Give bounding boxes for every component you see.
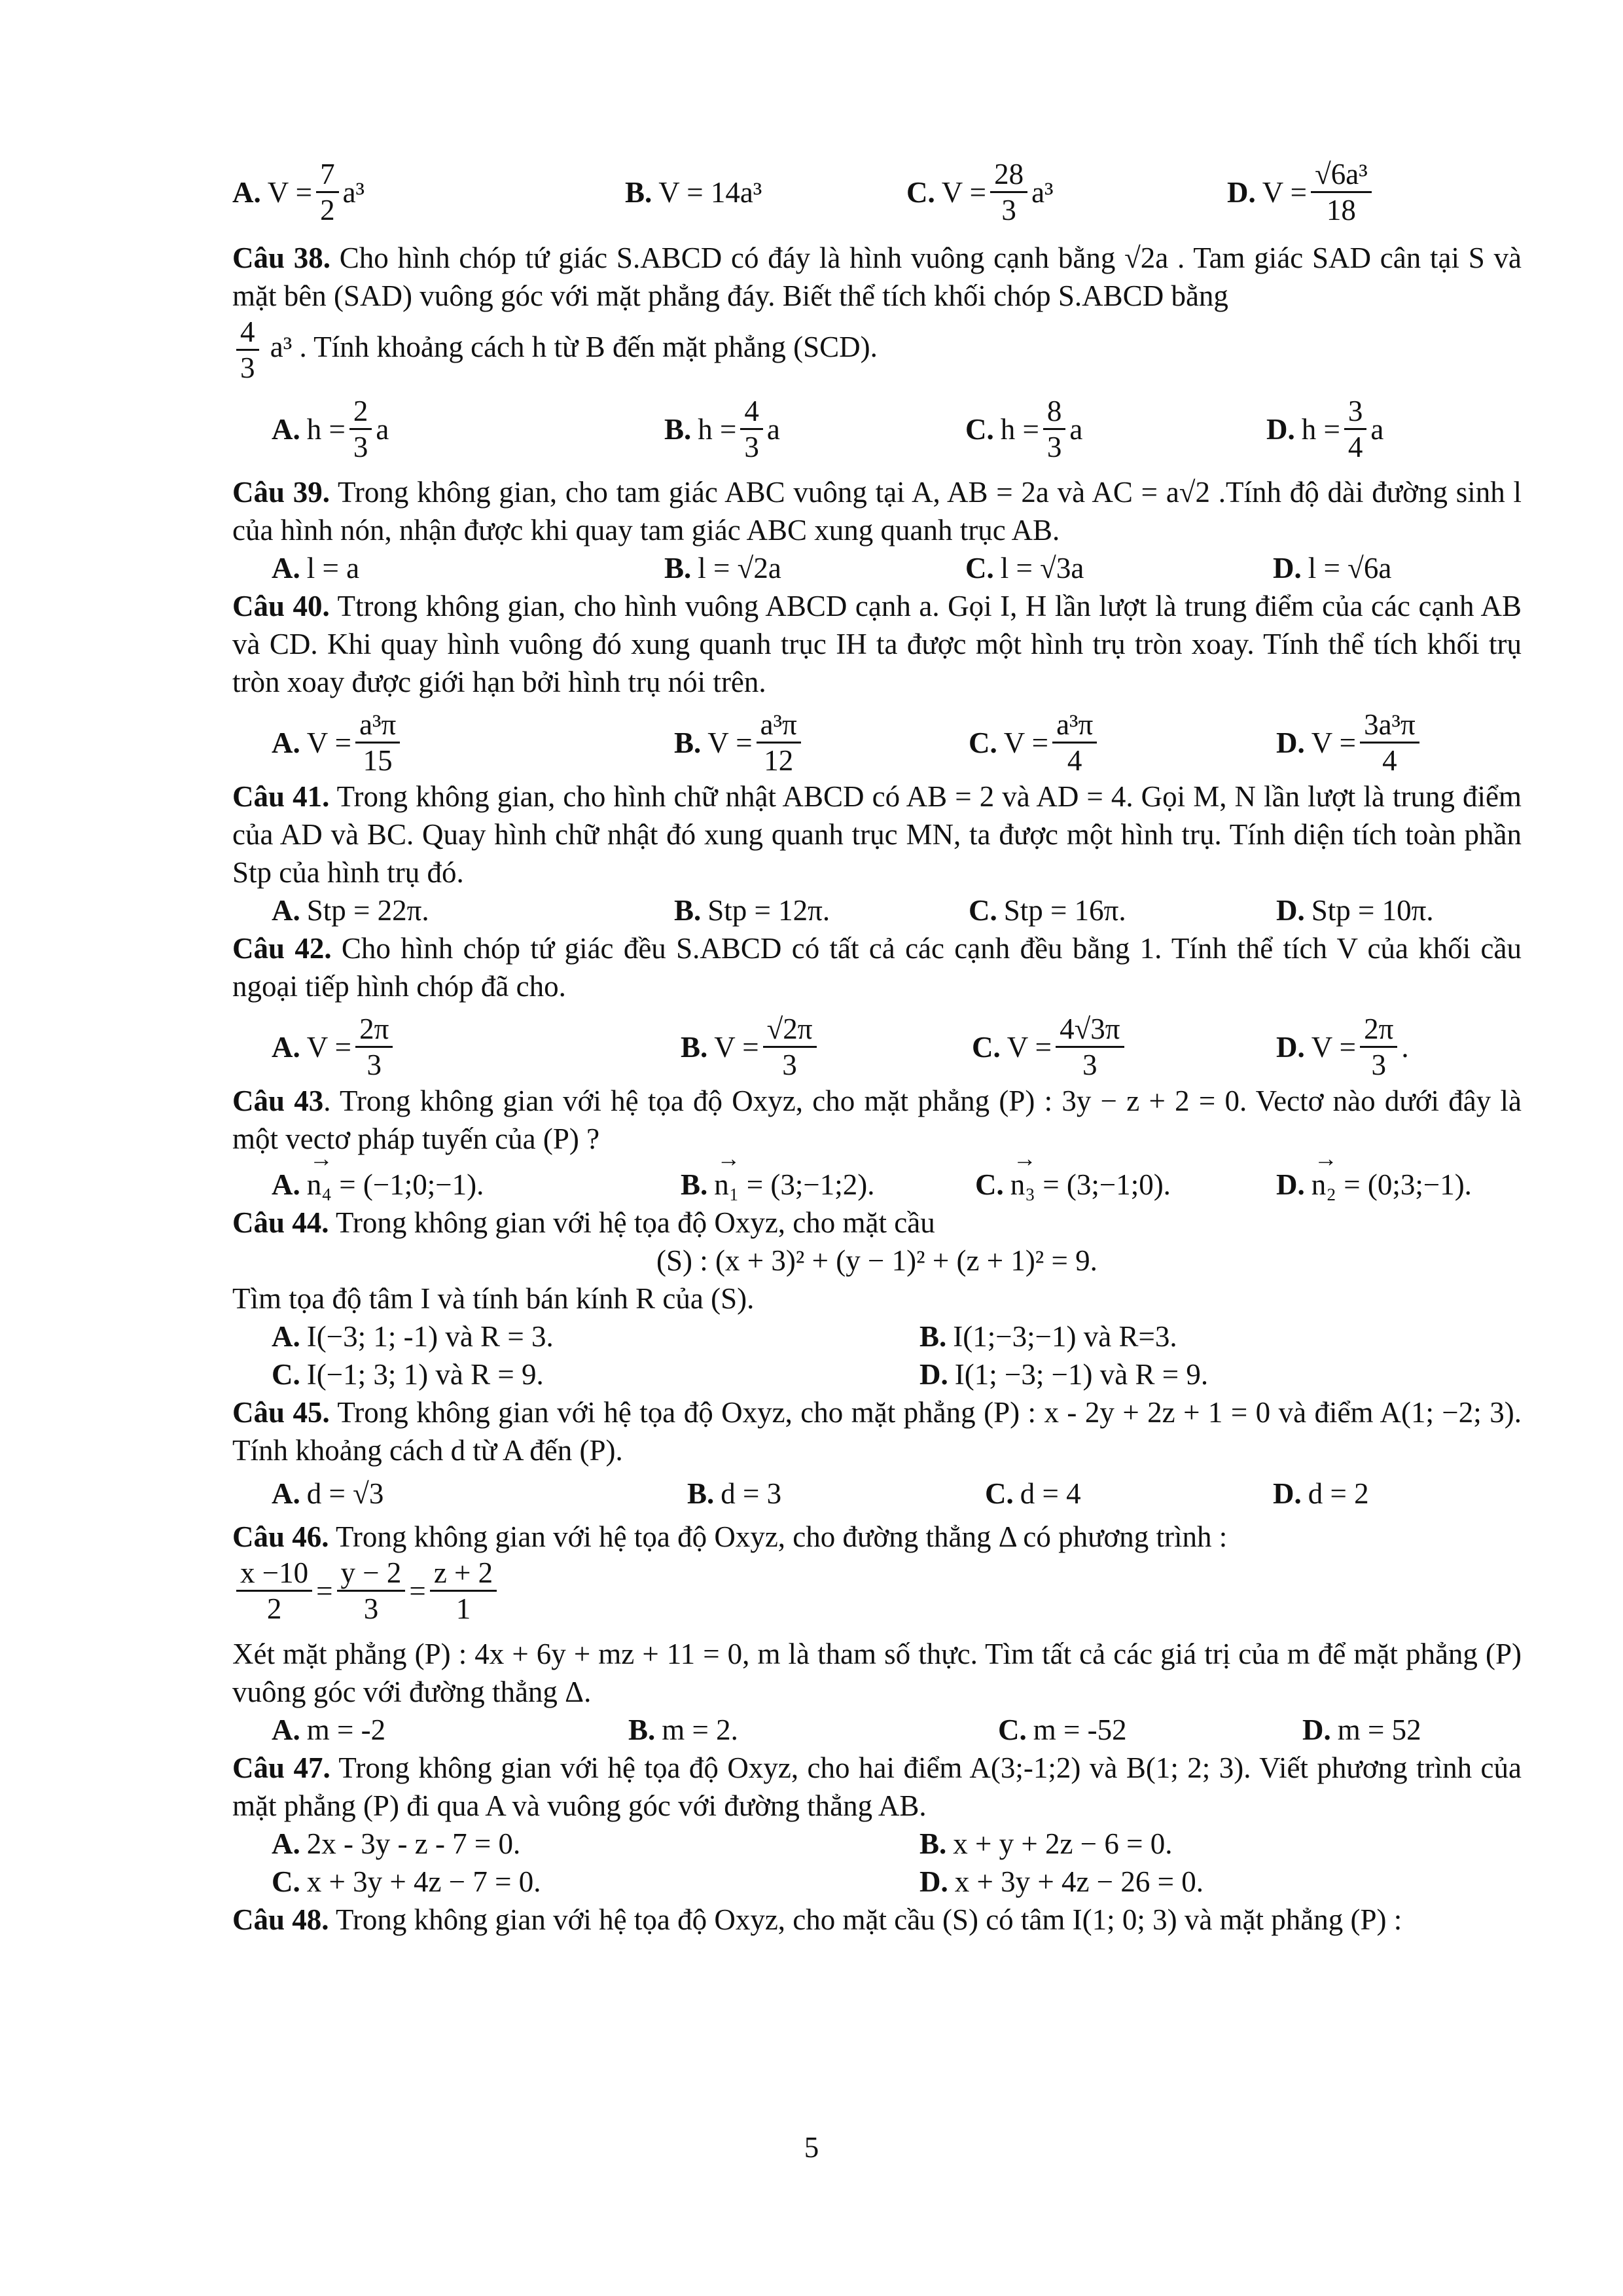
fraction bbox=[740, 394, 763, 464]
q47-option-b[interactable] bbox=[919, 1825, 1173, 1863]
question-38 bbox=[232, 239, 1522, 315]
fraction-numerator: 3a³π bbox=[1360, 708, 1419, 744]
fraction-numerator: 3 bbox=[1344, 394, 1367, 430]
fraction bbox=[763, 1012, 817, 1082]
option-label: B. bbox=[664, 412, 692, 446]
fraction-numerator: a³π bbox=[1052, 708, 1097, 744]
option-text: Stp = 16π. bbox=[1003, 894, 1126, 927]
question-44 bbox=[232, 1204, 1522, 1242]
question-number: Câu 47. bbox=[232, 1751, 330, 1784]
option-text: I(−1; 3; 1) và R = 9. bbox=[306, 1358, 544, 1391]
q37-option-d[interactable] bbox=[1227, 157, 1376, 227]
q47-option-c[interactable] bbox=[272, 1863, 919, 1901]
option-label: B. bbox=[674, 894, 702, 927]
fraction-numerator: √2π bbox=[763, 1012, 817, 1048]
fraction-denominator: 3 bbox=[353, 431, 368, 463]
q43-option-a[interactable] bbox=[272, 1166, 681, 1204]
fraction bbox=[236, 1556, 312, 1626]
fraction bbox=[337, 1556, 406, 1626]
q42-option-b[interactable] bbox=[681, 1012, 972, 1082]
fraction-denominator: 3 bbox=[1046, 431, 1062, 463]
fraction-numerator: z + 2 bbox=[430, 1556, 497, 1592]
option-text: d = 4 bbox=[1020, 1477, 1081, 1510]
option-suffix: a bbox=[766, 412, 780, 446]
option-label: B. bbox=[664, 552, 692, 584]
fraction-numerator: 2π bbox=[1360, 1012, 1397, 1048]
option-text: = (0;3;−1). bbox=[1344, 1168, 1472, 1201]
option-prefix: V = bbox=[1007, 1030, 1052, 1064]
option-label: A. bbox=[272, 552, 300, 584]
q44-options-row1 bbox=[232, 1318, 1522, 1355]
question-39 bbox=[232, 473, 1522, 549]
fraction-numerator: 4√3π bbox=[1056, 1012, 1124, 1048]
q44-option-d[interactable] bbox=[919, 1355, 1208, 1393]
fraction bbox=[355, 708, 400, 778]
fraction-denominator: 15 bbox=[363, 744, 393, 777]
option-prefix: h = bbox=[1301, 412, 1340, 446]
question-number: Câu 40. bbox=[232, 590, 330, 622]
fraction-numerator: a³π bbox=[757, 708, 801, 744]
q44-option-b[interactable] bbox=[919, 1318, 1177, 1355]
fraction bbox=[757, 708, 801, 778]
q45-options bbox=[232, 1475, 1522, 1513]
fraction-denominator: 18 bbox=[1326, 194, 1356, 226]
option-label: C. bbox=[985, 1477, 1014, 1510]
fraction-numerator: 7 bbox=[316, 157, 339, 193]
option-text: m = 52 bbox=[1337, 1713, 1421, 1746]
question-number: Câu 42. bbox=[232, 932, 332, 965]
q46-option-c[interactable] bbox=[998, 1711, 1302, 1749]
option-label: D. bbox=[1273, 552, 1302, 584]
question-text: Cho hình chóp tứ giác S.ABCD có đáy là hình vuông cạnh bằng √2a . Tam giác SAD cân tại S và mặt bên (SAD) vuông góc với mặt phẳng đáy. Biết thể tích khối chóp S.ABCD bằng bbox=[232, 242, 1522, 312]
q45-option-c[interactable] bbox=[985, 1475, 1273, 1513]
option-text: Stp = 10π. bbox=[1311, 894, 1434, 927]
q43-option-c[interactable] bbox=[975, 1166, 1276, 1204]
q38-option-d[interactable] bbox=[1266, 394, 1383, 464]
vector-symbol: → n₂ bbox=[1311, 1166, 1336, 1204]
option-label: A. bbox=[272, 894, 300, 927]
fraction-numerator: 2 bbox=[349, 394, 372, 430]
fraction-numerator: a³π bbox=[355, 708, 400, 744]
q41-options bbox=[232, 891, 1522, 929]
q42-option-c[interactable] bbox=[972, 1012, 1276, 1082]
question-47 bbox=[232, 1749, 1522, 1825]
option-text: = (3;−1;2). bbox=[746, 1168, 875, 1201]
fraction-numerator: √6a³ bbox=[1311, 157, 1372, 193]
fraction-denominator: 3 bbox=[363, 1592, 379, 1625]
option-label: C. bbox=[906, 175, 935, 209]
fraction bbox=[355, 1012, 393, 1082]
option-label: D. bbox=[919, 1358, 948, 1391]
q46-option-a[interactable] bbox=[272, 1711, 628, 1749]
option-label: D. bbox=[1276, 726, 1305, 759]
option-suffix: a³ bbox=[1031, 175, 1054, 209]
q37-option-b[interactable] bbox=[625, 173, 906, 211]
option-text: I(1; −3; −1) và R = 9. bbox=[954, 1358, 1209, 1391]
option-label: C. bbox=[965, 552, 994, 584]
option-label: A. bbox=[272, 412, 300, 446]
option-label: C. bbox=[272, 1358, 300, 1391]
option-label: C. bbox=[965, 412, 994, 446]
q40-options bbox=[232, 708, 1522, 778]
vector-symbol: → n₁ bbox=[714, 1166, 739, 1204]
q45-option-d[interactable] bbox=[1273, 1475, 1369, 1513]
option-label: B. bbox=[681, 1030, 708, 1064]
option-label: A. bbox=[272, 1827, 300, 1860]
option-prefix: V = bbox=[714, 1030, 759, 1064]
q38-option-a[interactable] bbox=[272, 394, 664, 464]
question-text: Xét mặt phẳng (P) : 4x + 6y + mz + 11 = 0, m là tham số thực. Tìm tất cả các giá trị của m để mặt phẳng (P) vuông góc với đường thẳng Δ. bbox=[232, 1638, 1522, 1708]
question-text: Trong không gian với hệ tọa độ Oxyz, cho mặt cầu (S) có tâm I(1; 0; 3) và mặt phẳng (P) : bbox=[335, 1903, 1402, 1936]
q41-option-d[interactable] bbox=[1276, 891, 1434, 929]
fraction-numerator: 28 bbox=[990, 157, 1027, 193]
option-text: m = 2. bbox=[662, 1713, 738, 1746]
question-number: Câu 48. bbox=[232, 1903, 329, 1936]
fraction-denominator: 3 bbox=[1371, 1049, 1386, 1081]
fraction-numerator: 8 bbox=[1043, 394, 1066, 430]
fraction-denominator: 3 bbox=[782, 1049, 797, 1081]
equals-sign: = bbox=[409, 1574, 426, 1607]
option-label: C. bbox=[998, 1713, 1027, 1746]
option-label: B. bbox=[919, 1320, 947, 1353]
option-label: B. bbox=[681, 1168, 708, 1201]
option-prefix: h = bbox=[1000, 412, 1039, 446]
fraction bbox=[349, 394, 372, 464]
option-label: D. bbox=[1276, 1168, 1305, 1201]
fraction-denominator: 4 bbox=[1382, 744, 1397, 777]
fraction-denominator: 1 bbox=[455, 1592, 471, 1625]
q44-option-c[interactable] bbox=[272, 1355, 919, 1393]
question-text: . Trong không gian với hệ tọa độ Oxyz, cho mặt phẳng (P) : 3y − z + 2 = 0. Vectơ nào dưới đây là một vectơ pháp tuyến của (P) ? bbox=[232, 1085, 1522, 1155]
option-label: C. bbox=[972, 1030, 1001, 1064]
option-label: C. bbox=[969, 894, 997, 927]
q43-option-b[interactable] bbox=[681, 1166, 975, 1204]
fraction bbox=[1311, 157, 1372, 227]
question-40 bbox=[232, 587, 1522, 701]
q42-options bbox=[232, 1012, 1522, 1082]
option-text: I(−3; 1; -1) và R = 3. bbox=[306, 1320, 554, 1353]
q46-option-b[interactable] bbox=[628, 1711, 998, 1749]
q40-option-d[interactable] bbox=[1276, 708, 1423, 778]
q44-options-row2 bbox=[232, 1355, 1522, 1393]
option-label: B. bbox=[628, 1713, 656, 1746]
sphere-equation: (S) : (x + 3)² + (y − 1)² + (z + 1)² = 9. bbox=[656, 1244, 1097, 1277]
fraction bbox=[316, 157, 339, 227]
option-label: D. bbox=[1302, 1713, 1331, 1746]
q47-options-row1 bbox=[232, 1825, 1522, 1863]
question-38-cont bbox=[232, 315, 1522, 385]
equals-sign: = bbox=[316, 1574, 333, 1607]
option-label: B. bbox=[687, 1477, 715, 1510]
option-text: Stp = 22π. bbox=[306, 894, 429, 927]
fraction-numerator: 4 bbox=[236, 315, 259, 351]
fraction-numerator: 4 bbox=[740, 394, 763, 430]
question-text: Trong không gian với hệ tọa độ Oxyz, cho đường thẳng Δ có phương trình : bbox=[335, 1520, 1228, 1553]
question-text: Trong không gian với hệ tọa độ Oxyz, cho mặt phẳng (P) : x - 2y + 2z + 1 = 0 và điểm A(1; −2; 3). Tính khoảng cách d từ A đến (P). bbox=[232, 1396, 1522, 1467]
option-text: x + 3y + 4z − 26 = 0. bbox=[954, 1865, 1204, 1898]
vector-symbol: → n₃ bbox=[1010, 1166, 1035, 1204]
page-content bbox=[232, 157, 1522, 1939]
option-label: D. bbox=[919, 1865, 948, 1898]
option-text: x + 3y + 4z − 7 = 0. bbox=[306, 1865, 541, 1898]
question-text: Trong không gian với hệ tọa độ Oxyz, cho hai điểm A(3;-1;2) và B(1; 2; 3). Viết phương trình của mặt phẳng (P) đi qua A và vuông góc với đường thẳng AB. bbox=[232, 1751, 1522, 1822]
question-text: Ttrong không gian, cho hình vuông ABCD cạnh a. Gọi I, H lần lượt là trung điểm của các cạnh AB và CD. Khi quay hình vuông đó xung quanh trục IH ta được một hình trụ tròn xoay. Tính thể tích khối trụ tròn xoay được giới hạn bởi hình trụ nói trên. bbox=[232, 590, 1522, 698]
option-label: A. bbox=[272, 1030, 300, 1064]
fraction bbox=[236, 315, 259, 385]
q38-options bbox=[232, 394, 1522, 464]
line-equation bbox=[232, 1556, 1522, 1626]
option-text: l = √6a bbox=[1308, 552, 1392, 584]
fraction-denominator: 3 bbox=[1082, 1049, 1097, 1081]
question-number: Câu 43 bbox=[232, 1085, 324, 1117]
fraction bbox=[1052, 708, 1097, 778]
question-number: Câu 44. bbox=[232, 1206, 329, 1239]
fraction-denominator: 3 bbox=[366, 1049, 382, 1081]
option-prefix: V = bbox=[1262, 175, 1308, 209]
question-text: Trong không gian với hệ tọa độ Oxyz, cho mặt cầu bbox=[335, 1206, 935, 1239]
q39-options bbox=[232, 549, 1522, 587]
option-prefix: V = bbox=[306, 1030, 352, 1064]
option-label: B. bbox=[919, 1827, 947, 1860]
option-label: D. bbox=[1227, 175, 1256, 209]
question-48 bbox=[232, 1901, 1522, 1939]
option-prefix: h = bbox=[698, 412, 737, 446]
option-text: m = -52 bbox=[1033, 1713, 1127, 1746]
q40-option-c[interactable] bbox=[969, 708, 1276, 778]
q46-option-d[interactable] bbox=[1302, 1711, 1421, 1749]
question-46 bbox=[232, 1518, 1522, 1556]
q40-option-a[interactable] bbox=[272, 708, 674, 778]
question-text: Trong không gian, cho tam giác ABC vuông tại A, AB = 2a và AC = a√2 .Tính độ dài đường sinh l của hình nón, nhận được khi quay tam giác ABC xung quanh trục AB. bbox=[232, 476, 1522, 547]
q37-option-c[interactable] bbox=[906, 157, 1227, 227]
fraction bbox=[1344, 394, 1367, 464]
option-prefix: V = bbox=[306, 726, 352, 759]
option-label: D. bbox=[1266, 412, 1295, 446]
option-label: C. bbox=[975, 1168, 1004, 1201]
q47-options-row2 bbox=[232, 1863, 1522, 1901]
option-text: d = 3 bbox=[721, 1477, 782, 1510]
q38-option-c[interactable] bbox=[965, 394, 1266, 464]
question-number: Câu 46. bbox=[232, 1520, 329, 1553]
option-label: C. bbox=[969, 726, 997, 759]
option-label: D. bbox=[1273, 1477, 1302, 1510]
option-prefix: V = bbox=[941, 175, 987, 209]
option-label: A. bbox=[272, 726, 300, 759]
question-text: Tìm tọa độ tâm I và tính bán kính R của (S). bbox=[232, 1282, 755, 1315]
option-label: A. bbox=[232, 175, 261, 209]
question-42 bbox=[232, 929, 1522, 1005]
question-text: Trong không gian, cho hình chữ nhật ABCD có AB = 2 và AD = 4. Gọi M, N lần lượt là trung điểm của AD và BC. Quay hình chữ nhật đó xung quanh trục MN, ta được một hình trụ. Tính diện tích toàn phần Stp của hình trụ đó. bbox=[232, 780, 1522, 889]
option-suffix: a bbox=[376, 412, 389, 446]
option-suffix: a³ bbox=[342, 175, 365, 209]
q45-option-b[interactable] bbox=[687, 1475, 985, 1513]
option-suffix: a bbox=[1069, 412, 1083, 446]
q40-option-b[interactable] bbox=[674, 708, 969, 778]
fraction-denominator: 3 bbox=[240, 351, 255, 384]
q41-option-c[interactable] bbox=[969, 891, 1276, 929]
fraction-denominator: 4 bbox=[1067, 744, 1082, 777]
option-text: x + y + 2z − 6 = 0. bbox=[953, 1827, 1173, 1860]
option-text: I(1;−3;−1) và R=3. bbox=[953, 1320, 1177, 1353]
q39-option-a[interactable] bbox=[272, 549, 664, 587]
option-text: m = -2 bbox=[306, 1713, 386, 1746]
q47-option-a[interactable] bbox=[272, 1825, 919, 1863]
q39-option-d[interactable] bbox=[1273, 549, 1391, 587]
q44-option-a[interactable] bbox=[272, 1318, 919, 1355]
option-text: d = √3 bbox=[306, 1477, 384, 1510]
fraction bbox=[1360, 1012, 1397, 1082]
option-text: V = 14a³ bbox=[658, 175, 762, 209]
q47-option-d[interactable] bbox=[919, 1863, 1204, 1901]
vector-symbol: → n₄ bbox=[307, 1166, 332, 1204]
question-number: Câu 45. bbox=[232, 1396, 330, 1429]
question-number: Câu 41. bbox=[232, 780, 330, 813]
option-prefix: V = bbox=[1311, 726, 1357, 759]
fraction-denominator: 4 bbox=[1347, 431, 1363, 463]
q41-option-b[interactable] bbox=[674, 891, 969, 929]
option-text: = (−1;0;−1). bbox=[339, 1168, 484, 1201]
q45-option-a[interactable] bbox=[272, 1475, 687, 1513]
option-text: = (3;−1;0). bbox=[1043, 1168, 1171, 1201]
q37-option-a[interactable] bbox=[232, 157, 625, 227]
option-text: l = a bbox=[306, 552, 360, 584]
question-44-cont bbox=[232, 1280, 1522, 1318]
option-label: D. bbox=[1276, 1030, 1305, 1064]
option-label: A. bbox=[272, 1477, 300, 1510]
question-text: a³ . Tính khoảng cách h từ B đến mặt phẳng (SCD). bbox=[270, 330, 878, 363]
option-prefix: V = bbox=[1003, 726, 1049, 759]
question-number: Câu 39. bbox=[232, 476, 330, 509]
q46-options bbox=[232, 1711, 1522, 1749]
q43-option-d[interactable] bbox=[1276, 1166, 1472, 1204]
page-number: 5 bbox=[804, 2131, 819, 2164]
option-text: l = √3a bbox=[1000, 552, 1084, 584]
question-45 bbox=[232, 1393, 1522, 1469]
option-suffix: a bbox=[1370, 412, 1384, 446]
fraction bbox=[430, 1556, 497, 1626]
fraction-numerator: y − 2 bbox=[337, 1556, 406, 1592]
option-label: A. bbox=[272, 1320, 300, 1353]
fraction bbox=[990, 157, 1027, 227]
option-prefix: h = bbox=[306, 412, 346, 446]
q38-option-b[interactable] bbox=[664, 394, 965, 464]
fraction-denominator: 3 bbox=[744, 431, 759, 463]
option-prefix: V = bbox=[1311, 1030, 1357, 1064]
fraction-denominator: 3 bbox=[1001, 194, 1016, 226]
option-label: A. bbox=[272, 1168, 300, 1201]
fraction bbox=[1043, 394, 1066, 464]
q43-options bbox=[232, 1166, 1522, 1204]
option-suffix: . bbox=[1401, 1030, 1409, 1064]
fraction-denominator: 2 bbox=[320, 194, 335, 226]
option-label: B. bbox=[674, 726, 702, 759]
q42-option-a[interactable] bbox=[272, 1012, 681, 1082]
q39-option-b[interactable] bbox=[664, 549, 965, 587]
option-label: C. bbox=[272, 1865, 300, 1898]
q39-option-c[interactable] bbox=[965, 549, 1273, 587]
question-46-cont bbox=[232, 1635, 1522, 1711]
option-text: 2x - 3y - z - 7 = 0. bbox=[306, 1827, 521, 1860]
fraction-denominator: 12 bbox=[764, 744, 794, 777]
fraction-denominator: 2 bbox=[266, 1592, 282, 1625]
fraction-numerator: 2π bbox=[355, 1012, 393, 1048]
question-number: Câu 38. bbox=[232, 242, 331, 274]
option-text: d = 2 bbox=[1308, 1477, 1369, 1510]
option-text: l = √2a bbox=[698, 552, 781, 584]
fraction-numerator: x −10 bbox=[236, 1556, 312, 1592]
question-41 bbox=[232, 778, 1522, 891]
option-label: B. bbox=[625, 175, 652, 209]
q41-option-a[interactable] bbox=[272, 891, 674, 929]
option-prefix: V = bbox=[707, 726, 753, 759]
fraction bbox=[1360, 708, 1419, 778]
q42-option-d[interactable] bbox=[1276, 1012, 1409, 1082]
option-label: D. bbox=[1276, 894, 1305, 927]
q37-options bbox=[232, 157, 1522, 227]
question-text: Cho hình chóp tứ giác đều S.ABCD có tất cả các cạnh đều bằng 1. Tính thể tích V của khối cầu ngoại tiếp hình chóp đã cho. bbox=[232, 932, 1522, 1003]
fraction bbox=[1056, 1012, 1124, 1082]
option-text: Stp = 12π. bbox=[707, 894, 830, 927]
option-label: A. bbox=[272, 1713, 300, 1746]
option-prefix: V = bbox=[267, 175, 313, 209]
